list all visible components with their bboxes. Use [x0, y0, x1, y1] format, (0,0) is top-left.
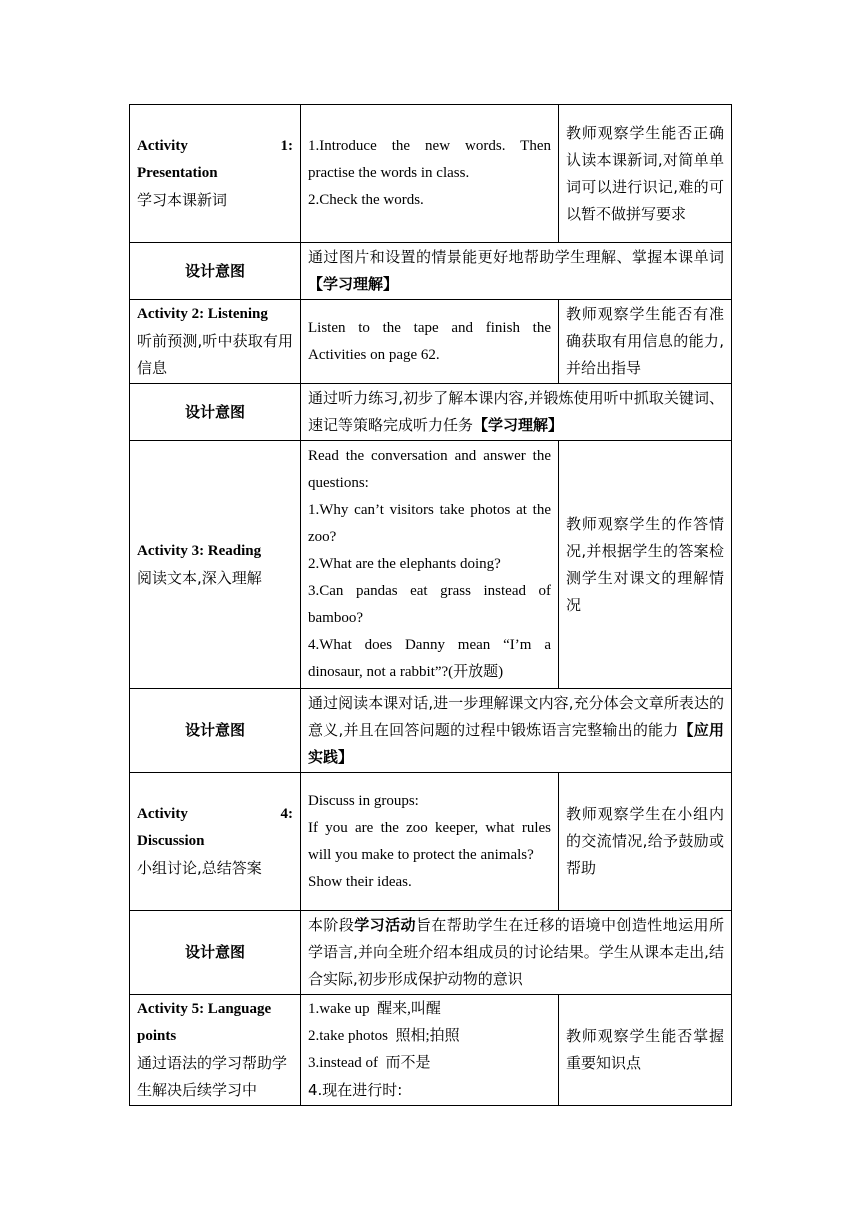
intent-4-text-post: 旨在帮助学生在迁移的语境中创造性地运用所学语言,并向全班介绍本组成员的讨论结果。学生从课本走出,结合实际,初步形成保护动物的意识	[308, 916, 724, 988]
activity-4-step: If you are the zoo keeper, what rules will you make to protect the animals?	[308, 819, 551, 863]
activity-4-title-cell	[130, 773, 301, 911]
activity-5-assessment: 教师观察学生能否掌握重要知识点	[566, 1027, 724, 1072]
intent-3-text: 通过阅读本课对话,进一步理解课文内容,充分体会文章所表达的意义,并且在回答问题的过程中锻炼语言完整输出的能力	[308, 694, 724, 739]
intent-2-tag: 【学习理解】	[473, 416, 564, 434]
intent-3-text-cell	[301, 689, 732, 773]
activity-1-assessment-cell	[559, 105, 732, 243]
activity-3-step: 1.Why can’t visitors take photos at the zoo?	[308, 502, 551, 545]
activity-4-steps-cell	[301, 773, 559, 911]
activity-5-step: 2.take photos 照相;拍照	[308, 1028, 460, 1044]
activity-3-step: 2.What are the elephants doing?	[308, 556, 501, 572]
activity-5-title: Activity 5: Language points	[137, 1001, 272, 1044]
activity-1-row	[130, 105, 732, 243]
activity-2-steps-cell	[301, 300, 559, 384]
intent-3-tag: 【应用实践】	[308, 721, 724, 766]
activity-2-row	[130, 300, 732, 384]
activity-5-step: 4.现在进行时:	[308, 1081, 403, 1099]
activity-1-title-cell	[130, 105, 301, 243]
activity-5-assessment-cell	[559, 995, 732, 1106]
intent-3-label: 设计意图	[130, 689, 301, 773]
intent-2-text: 通过听力练习,初步了解本课内容,并锻炼使用听中抓取关键词、速记等策略完成听力任务	[308, 389, 724, 434]
activity-5-row	[130, 995, 732, 1106]
activity-4-step: Show their ideas.	[308, 873, 412, 890]
intent-1-text-cell	[301, 243, 732, 300]
activity-5-step: 3.instead of 而不是	[308, 1055, 431, 1071]
activity-4-name: Discussion	[137, 833, 205, 849]
intent-1-label: 设计意图	[130, 243, 301, 300]
activity-3-assessment: 教师观察学生的作答情况,并根据学生的答案检测学生对课文的理解情况	[566, 514, 724, 614]
activity-1-subtitle: 学习本课新词	[137, 191, 228, 209]
activity-1-number: 1:	[280, 138, 293, 154]
intent-2-label: 设计意图	[130, 384, 301, 441]
activity-5-steps-cell	[301, 995, 559, 1106]
intent-3-row	[130, 689, 732, 773]
intent-2-row	[130, 384, 732, 441]
activity-3-row	[130, 441, 732, 689]
activity-1-title: Activity	[137, 138, 188, 154]
activity-2-title-cell	[130, 300, 301, 384]
activity-3-steps-cell	[301, 441, 559, 689]
activity-4-assessment-cell	[559, 773, 732, 911]
activity-4-title: Activity	[137, 806, 188, 822]
activity-3-assessment-cell	[559, 441, 732, 689]
intent-4-text-pre: 本阶段	[308, 916, 355, 934]
activity-2-subtitle: 听前预测,听中获取有用信息	[137, 332, 293, 377]
lesson-plan-table	[129, 104, 732, 1106]
activity-5-step: 1.wake up 醒来,叫醒	[308, 1001, 441, 1017]
activity-4-number: 4:	[280, 806, 293, 822]
activity-3-step: 3.Can pandas eat grass instead of bamboo?	[308, 583, 551, 626]
activity-1-name: Presentation	[137, 165, 218, 181]
activity-4-step: Discuss in groups:	[308, 792, 419, 809]
activity-3-step: 4.What does Danny mean “I’m a dinosaur, not a rabbit”?(开放题)	[308, 637, 551, 680]
activity-2-assessment: 教师观察学生能否有准确获取有用信息的能力,并给出指导	[566, 305, 724, 377]
activity-2-assessment-cell	[559, 300, 732, 384]
activity-3-subtitle: 阅读文本,深入理解	[137, 568, 262, 587]
activity-4-assessment: 教师观察学生在小组内的交流情况,给予鼓励或帮助	[566, 805, 724, 877]
activity-2-step: Listen to the tape and finish the Activities on page 62.	[308, 319, 551, 363]
activity-2-title: Activity 2: Listening	[137, 306, 268, 322]
activity-3-step: Read the conversation and answer the questions:	[308, 448, 551, 491]
activity-1-assessment: 教师观察学生能否正确认读本课新词,对简单单词可以进行识记,难的可以暂不做拼写要求	[566, 123, 724, 223]
activity-3-title: Activity 3: Reading	[137, 542, 262, 559]
intent-2-text-cell	[301, 384, 732, 441]
intent-1-text: 通过图片和设置的情景能更好地帮助学生理解、掌握本课单词	[308, 248, 724, 266]
activity-5-title-cell	[130, 995, 301, 1106]
activity-5-subtitle: 通过语法的学习帮助学生解决后续学习中	[137, 1054, 288, 1099]
intent-1-tag: 【学习理解】	[308, 275, 399, 293]
intent-4-label: 设计意图	[130, 911, 301, 995]
activity-1-step: 1.Introduce the new words. Then practise the words in class.	[308, 138, 551, 181]
intent-1-row	[130, 243, 732, 300]
activity-4-subtitle: 小组讨论,总结答案	[137, 859, 262, 877]
activity-1-step: 2.Check the words.	[308, 192, 424, 208]
activity-3-title-cell	[130, 441, 301, 689]
activity-4-row	[130, 773, 732, 911]
intent-4-text-cell	[301, 911, 732, 995]
activity-1-steps-cell	[301, 105, 559, 243]
intent-4-text-bold: 学习活动	[354, 916, 416, 934]
intent-4-row	[130, 911, 732, 995]
